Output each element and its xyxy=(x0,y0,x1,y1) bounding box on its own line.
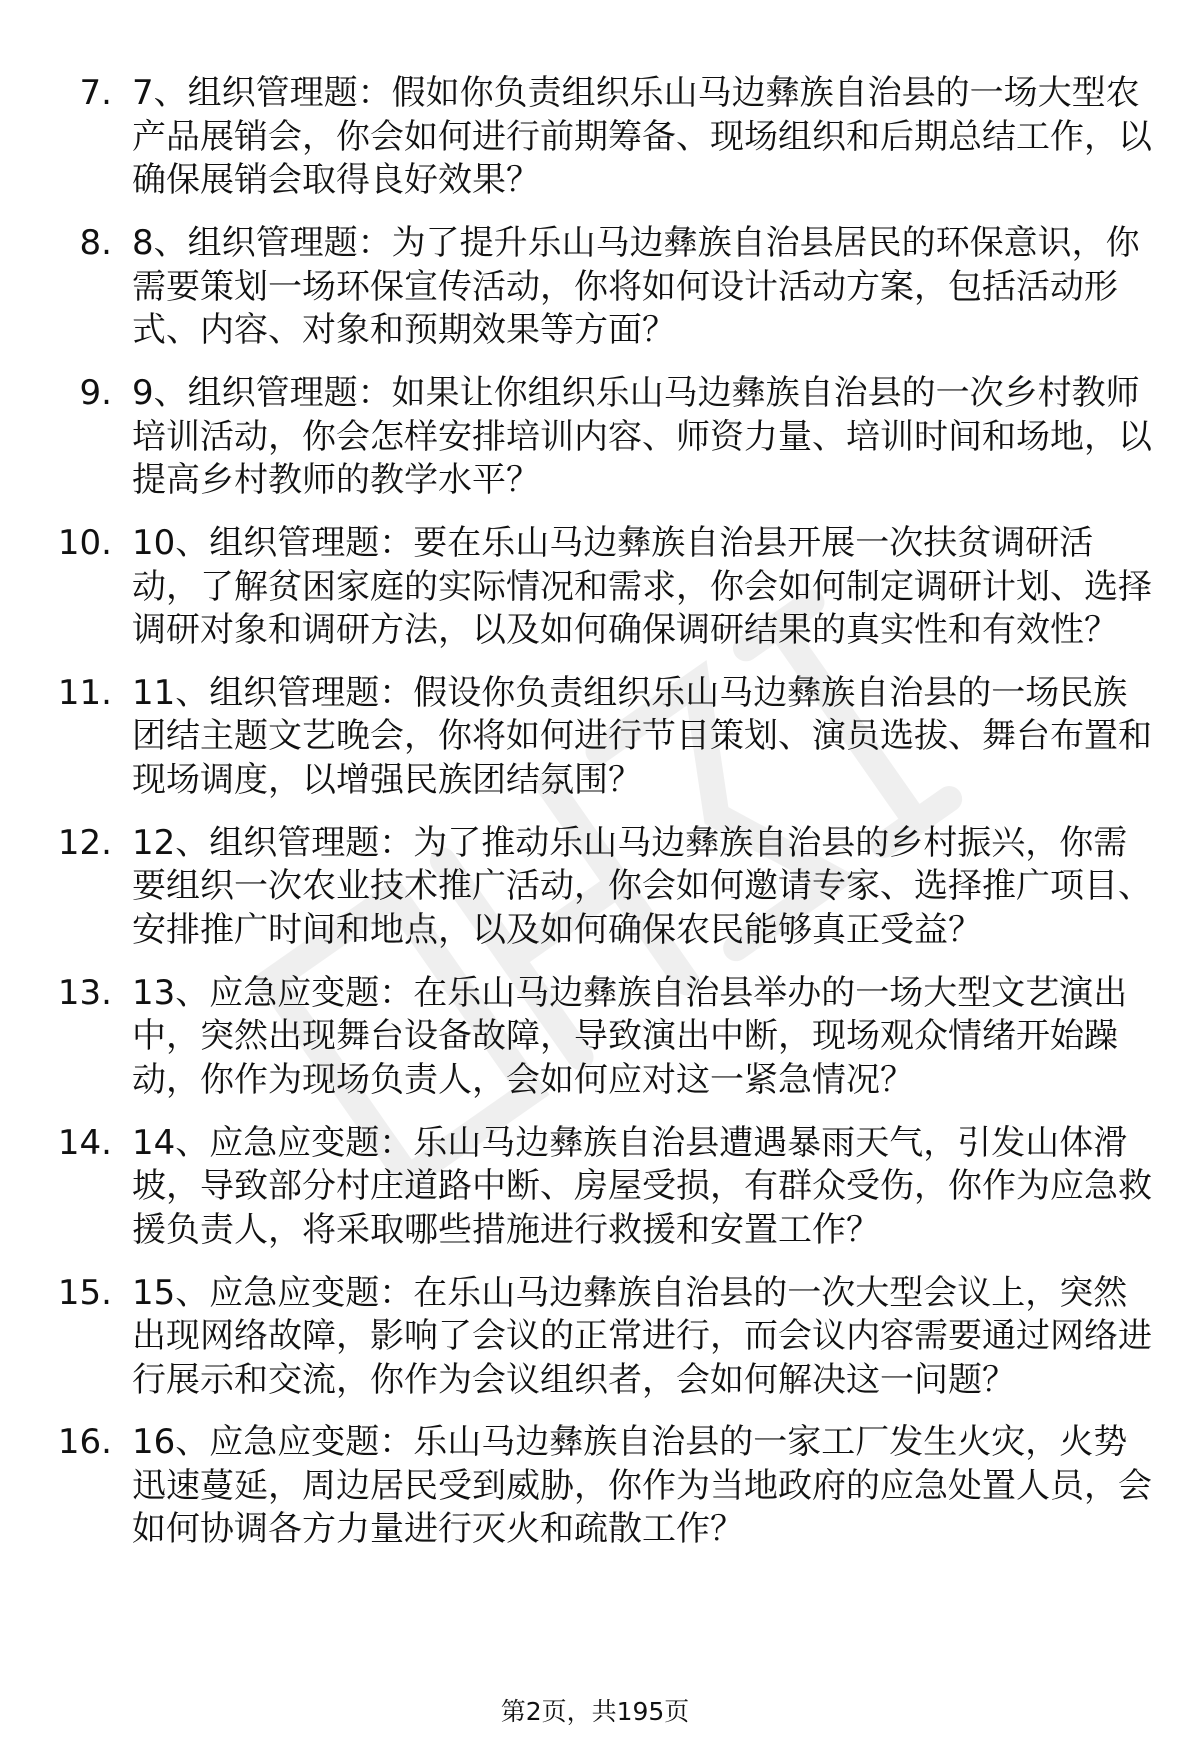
question-item-8 xyxy=(0,222,1190,353)
question-number: 7. xyxy=(79,73,112,113)
question-number: 8. xyxy=(79,223,112,263)
question-number: 11. xyxy=(57,672,112,713)
question-list xyxy=(0,72,1190,1571)
question-text: 8、组织管理题：为了提升乐山马边彝族自治县居民的环保意识，你需要策划一场环保宣传活动，你将如何设计活动方案，包括活动形式、内容、对象和预期效果等方面？ xyxy=(132,223,1140,350)
question-item-9 xyxy=(0,372,1190,503)
question-item-10 xyxy=(0,522,1190,653)
page-number-label: 第2页，共195页 xyxy=(500,1697,690,1726)
question-number: 10. xyxy=(57,523,112,563)
question-item-14 xyxy=(0,1122,1190,1253)
question-text: 15、应急应变题：在乐山马边彝族自治县的一次大型会议上，突然出现网络故障，影响了会议的正常进行，而会议内容需要通过网络进行展示和交流，你作为会议组织者，会如何解决这一问题？ xyxy=(132,1272,1152,1400)
question-item-12 xyxy=(0,822,1190,953)
question-item-7 xyxy=(0,72,1190,203)
question-item-11 xyxy=(0,672,1190,803)
question-text: 14、应急应变题：乐山马边彝族自治县遭遇暴雨天气，引发山体滑坡，导致部分村庄道路中断、房屋受损，有群众受伤，你作为应急救援负责人，将采取哪些措施进行救援和安置工作？ xyxy=(132,1122,1152,1250)
question-item-13 xyxy=(0,972,1190,1103)
question-number: 16. xyxy=(57,1422,112,1462)
question-number: 15. xyxy=(57,1272,112,1313)
question-number: 12. xyxy=(57,822,112,863)
question-text: 11、组织管理题：假设你负责组织乐山马边彝族自治县的一场民族团结主题文艺晚会，你将如何进行节目策划、演员选拔、舞台布置和现场调度，以增强民族团结氛围？ xyxy=(132,672,1152,800)
question-text: 16、应急应变题：乐山马边彝族自治县的一家工厂发生火灾，火势迅速蔓延，周边居民受到威胁，你作为当地政府的应急处置人员，会如何协调各方力量进行灭火和疏散工作？ xyxy=(132,1422,1152,1549)
question-item-15 xyxy=(0,1272,1190,1403)
question-number: 14. xyxy=(57,1122,112,1163)
question-text: 10、组织管理题：要在乐山马边彝族自治县开展一次扶贫调研活动，了解贫困家庭的实际情况和需求，你会如何制定调研计划、选择调研对象和调研方法，以及如何确保调研结果的真实性和有效性？ xyxy=(132,523,1152,650)
page-footer xyxy=(0,1696,1190,1728)
question-text: 7、组织管理题：假如你负责组织乐山马边彝族自治县的一场大型农产品展销会，你会如何进行前期筹备、现场组织和后期总结工作，以确保展销会取得良好效果？ xyxy=(132,73,1152,200)
question-number: 9. xyxy=(79,373,112,413)
question-text: 13、应急应变题：在乐山马边彝族自治县举办的一场大型文艺演出中，突然出现舞台设备故障，导致演出中断，现场观众情绪开始躁动，你作为现场负责人，会如何应对这一紧急情况？ xyxy=(132,972,1128,1100)
question-text: 9、组织管理题：如果让你组织乐山马边彝族自治县的一次乡村教师培训活动，你会怎样安排培训内容、师资力量、培训时间和场地，以提高乡村教师的教学水平？ xyxy=(132,373,1152,500)
question-item-16 xyxy=(0,1421,1190,1552)
question-text: 12、组织管理题：为了推动乐山马边彝族自治县的乡村振兴，你需要组织一次农业技术推广活动，你会如何邀请专家、选择推广项目、安排推广时间和地点，以及如何确保农民能够真正受益？ xyxy=(132,822,1152,950)
question-number: 13. xyxy=(57,972,112,1013)
